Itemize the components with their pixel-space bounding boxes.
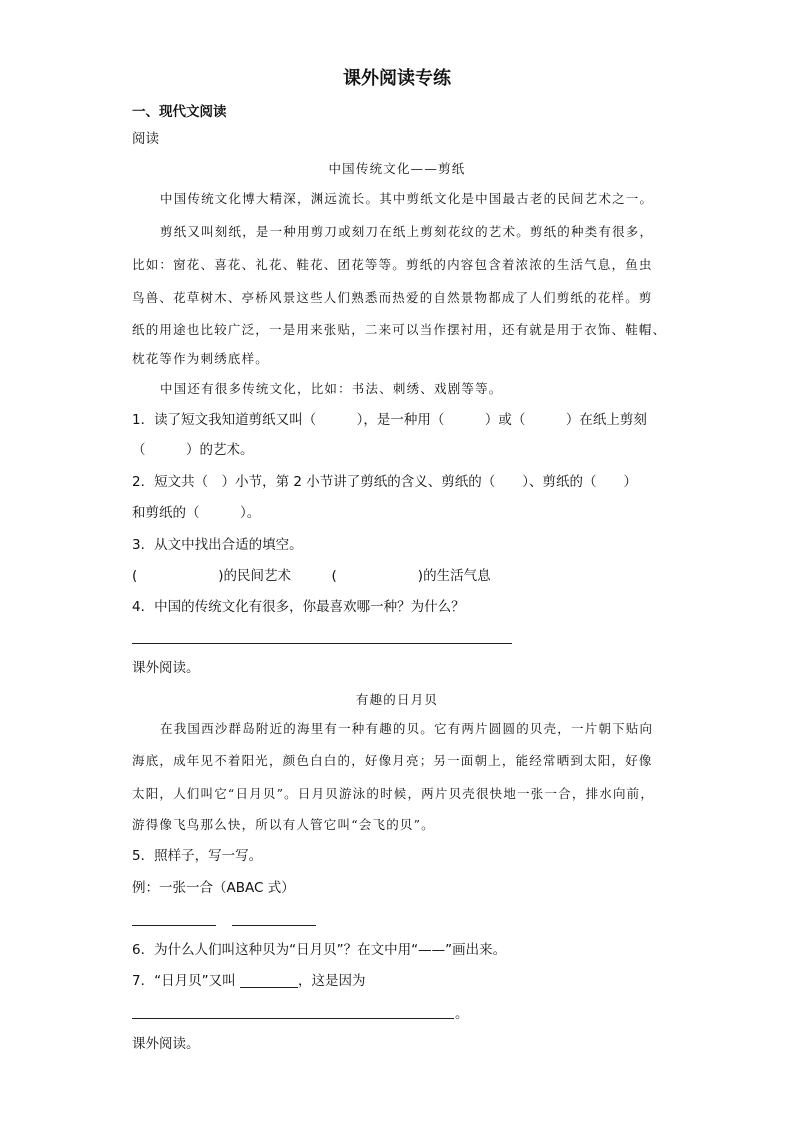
- passage-paragraph-2-line: 纸的用途也比较广泛，一是用来张贴，二来可以当作摆衬用，还有就是用于衣饰、鞋帽、: [132, 322, 667, 337]
- passage-paragraph-2-line: 鸟兽、花草树木、亭桥风景这些人们熟悉而热爱的自然景物都成了人们剪纸的花样。剪: [132, 290, 653, 305]
- passage2-line: 海底，成年见不着阳光，颜色白白的，好像月亮；另一面朝上，能经常晒到太阳，好像: [132, 753, 653, 768]
- answer-line: [132, 643, 512, 644]
- page-title: 课外阅读专练: [343, 68, 451, 89]
- passage2-line: 太阳，人们叫它“日月贝”。日月贝游泳的时候，两片贝壳很快地一张一合，排水向前，: [132, 786, 655, 801]
- question-5: 5．照样子，写一写。: [132, 848, 263, 864]
- passage-title: 中国传统文化——剪纸: [328, 161, 466, 176]
- question-4: 4．中国的传统文化有很多，你最喜欢哪一种？为什么？: [132, 599, 465, 615]
- section2-intro: 课外阅读。: [132, 660, 200, 676]
- answer-blank-2: [232, 925, 316, 926]
- question-1-cont: （ ）的艺术。: [132, 442, 254, 458]
- passage-paragraph-2-line: 枕花等作为刺绣底样。: [132, 351, 270, 366]
- passage-paragraph-3: 中国还有很多传统文化，比如：书法、刺绣、戏剧等等。: [160, 381, 503, 396]
- answer-blank-q7: [240, 987, 298, 988]
- question-3-blanks: ( )的民间艺术 ( )的生活气息: [132, 568, 491, 584]
- question-7-suffix: ，这是因为: [298, 973, 366, 989]
- section-heading: 一、现代文阅读: [132, 104, 227, 120]
- section3-intro: 课外阅读。: [132, 1036, 200, 1052]
- question-3: 3．从文中找出合适的填空。: [132, 537, 303, 553]
- passage2-line: 游得像飞鸟那么快，所以有人管它叫“会飞的贝”。: [132, 817, 435, 832]
- passage2-line: 在我国西沙群岛附近的海里有一种有趣的贝。它有两片圆圆的贝壳，一片朝下贴向: [160, 721, 654, 736]
- question-2: 2．短文共（ ）小节，第 2 小节讲了剪纸的含义、剪纸的（ ）、剪纸的（ ）: [132, 474, 638, 490]
- question-7-end: 。: [455, 1006, 469, 1022]
- question-1: 1．读了短文我知道剪纸又叫（ ），是一种用（ ）或（ ）在纸上剪刻: [132, 412, 647, 428]
- question-2-cont: 和剪纸的（ ）。: [132, 505, 261, 521]
- question-6: 6．为什么人们叫这种贝为“日月贝”？在文中用“——”画出来。: [132, 942, 507, 958]
- reading-intro: 阅读: [132, 131, 159, 147]
- passage2-title: 有趣的日月贝: [355, 692, 439, 707]
- passage-paragraph-1: 中国传统文化博大精深，渊远流长。其中剪纸文化是中国最古老的民间艺术之一。: [160, 191, 654, 206]
- answer-line-q7: [132, 1018, 454, 1019]
- passage-paragraph-2-line: 比如：窗花、喜花、礼花、鞋花、团花等等。剪纸的内容包含着浓浓的生活气息，鱼虫: [132, 257, 653, 272]
- passage-paragraph-2-line: 剪纸又叫刻纸，是一种用剪刀或刻刀在纸上剪刻花纹的艺术。剪纸的种类有很多，: [160, 224, 654, 239]
- answer-blank-1: [132, 925, 216, 926]
- question-7-prefix: 7．“日月贝”又叫: [132, 973, 236, 989]
- question-5-example: 例：一张一合（ABAC 式）: [132, 880, 295, 896]
